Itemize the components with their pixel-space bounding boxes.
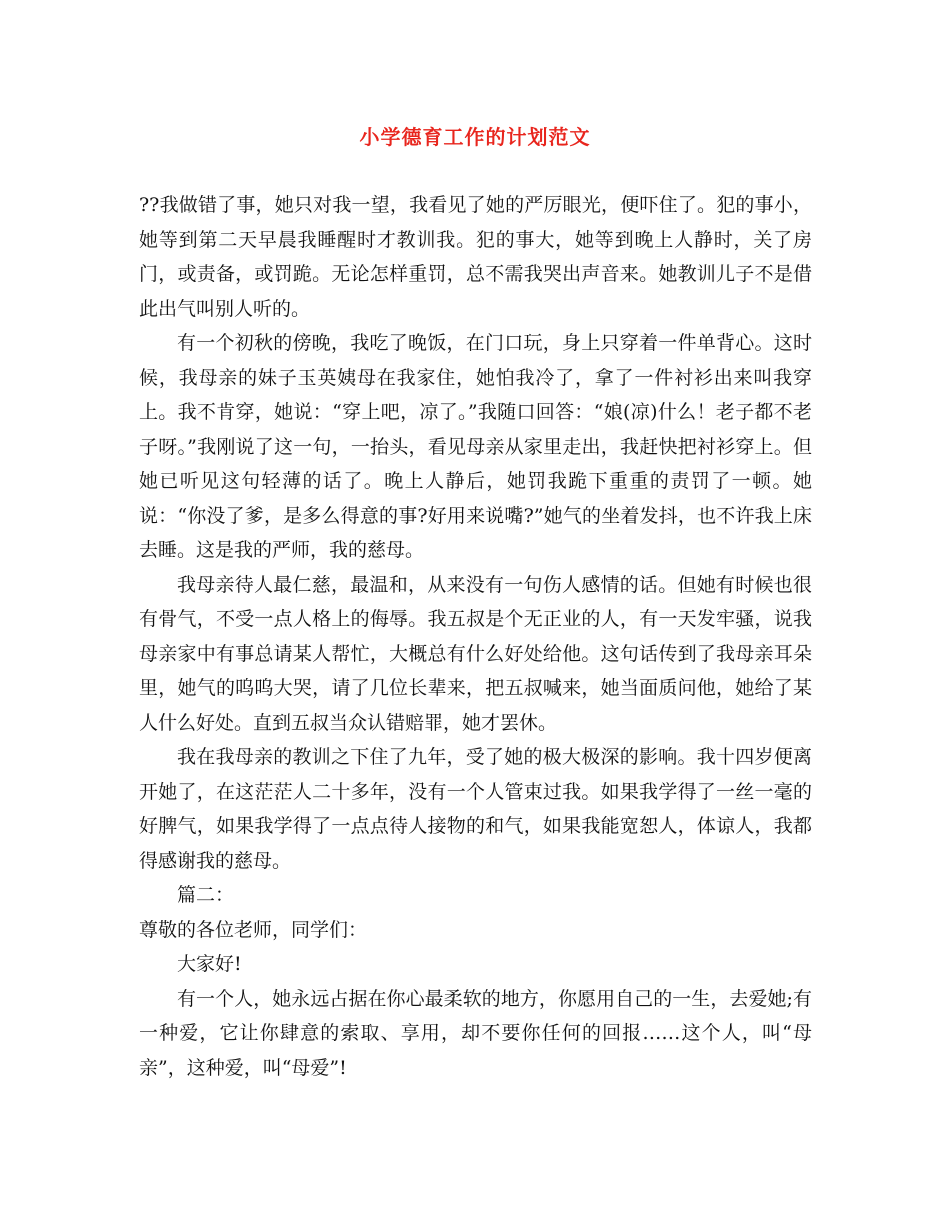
paragraph: 有一个人，她永远占据在你心最柔软的地方，你愿用自己的一生，去爱她;有一种爱，它让你肆意的索取、享用，却不要你任何的回报……这个人，叫“母亲”，这种爱，叫“母爱”! bbox=[139, 987, 812, 1079]
paragraph: ??我做错了事，她只对我一望，我看见了她的严厉眼光，便吓住了。犯的事小，她等到第二天早晨我睡醒时才教训我。犯的事大，她等到晚上人静时，关了房门，或责备，或罚跪。无论怎样重罚，总不需我哭出声音来。她教训儿子不是借此出气叫别人听的。 bbox=[139, 194, 812, 320]
greeting: 大家好! bbox=[177, 953, 242, 975]
salutation: 尊敬的各位老师，同学们： bbox=[139, 918, 368, 941]
document-body bbox=[139, 188, 812, 1085]
paragraph: 有一个初秋的傍晚，我吃了晚饭，在门口玩，身上只穿着一件单背心。这时候，我母亲的妹子玉英姨母在我家住，她怕我冷了，拿了一件衬衫出来叫我穿上。我不肯穿，她说：“穿上吧，凉了。”我随口回答：“娘(凉)什么！老子都不老子呀。”我刚说了这一句，一抬头，看见母亲从家里走出，我赶快把衬衫穿上。但她已听见这句轻薄的话了。晚上人静后，她罚我跪下重重的责罚了一顿。她说：“你没了爹，是多么得意的事?好用来说嘴?”她气的坐着发抖，也不许我上床去睡。这是我的严师，我的慈母。 bbox=[139, 332, 812, 561]
document-title: 小学德育工作的计划范文 bbox=[359, 125, 591, 149]
section-heading: 篇二： bbox=[177, 884, 235, 906]
paragraph: 我母亲待人最仁慈，最温和，从来没有一句伤人感情的话。但她有时候也很有骨气，不受一点人格上的侮辱。我五叔是个无正业的人，有一天发牢骚，说我母亲家中有事总请某人帮忙，大概总有什么好处给他。这句话传到了我母亲耳朵里，她气的呜呜大哭，请了几位长辈来，把五叔喊来，她当面质问他，她给了某人什么好处。直到五叔当众认错赔罪，她才罢休。 bbox=[139, 573, 812, 734]
paragraph: 我在我母亲的教训之下住了九年，受了她的极大极深的影响。我十四岁便离开她了，在这茫茫人二十多年，没有一个人管束过我。如果我学得了一丝一毫的好脾气，如果我学得了一点点待人接物的和气，如果我能宽恕人，体谅人，我都得感谢我的慈母。 bbox=[139, 746, 812, 872]
